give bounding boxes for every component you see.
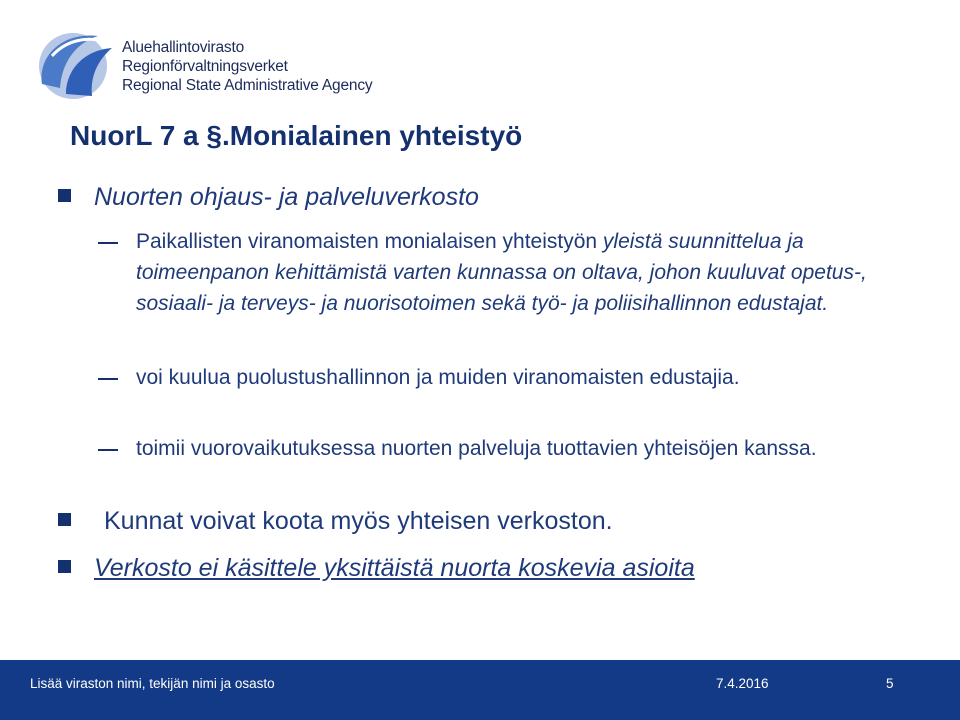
dash-icon [98,242,118,244]
subbullet-text-regular: Paikallisten viranomaisten monialaisen yhteistyön [136,230,603,253]
bullet-square-icon [58,560,71,573]
footer-author-info: Lisää viraston nimi, tekijän nimi ja osasto [30,676,275,691]
bullet-text: Verkosto ei käsittele yksittäistä nuorta koskevia asioita [94,554,695,582]
bullet-text: Nuorten ohjaus- ja palveluverkosto [94,183,479,211]
subbullet-text: toimii vuorovaikutuksessa nuorten palveluja tuottavien yhteisöjen kanssa. [136,437,817,460]
subbullet-cooperation [98,226,918,356]
bullet-square-icon [58,189,71,202]
subbullet-defence [98,362,918,424]
bullet-square-icon [58,513,71,526]
dash-icon [98,378,118,380]
footer-page-number: 5 [886,676,894,691]
subbullet-text-italic: yleistä suunnittelua ja toimeenpanon kehittämistä varten kunnassa on oltava, johon kuuluvat opetus-, sosiaali- ja terveys- ja nuorisotoimen sekä työ- ja poliisihallinnon edustajat. [136,230,867,315]
subbullet-interaction [98,433,918,495]
slide-title: NuorL 7 a §.Monialainen yhteistyö [70,120,523,151]
agency-logo [32,26,114,102]
footer-date: 7.4.2016 [716,676,769,691]
subbullet-text [136,226,926,319]
dash-icon [98,449,118,451]
agency-name-sv: Regionförvaltningsverket [122,58,288,75]
agency-name-fi: Aluehallintovirasto [122,39,244,56]
agency-name-en: Regional State Administrative Agency [122,77,373,94]
footer-bar [0,660,960,720]
subbullet-text: voi kuulua puolustushallinnon ja muiden viranomaisten edustajia. [136,366,740,389]
agency-names [122,38,372,95]
bullet-text: Kunnat voivat koota myös yhteisen verkoston. [104,507,613,535]
